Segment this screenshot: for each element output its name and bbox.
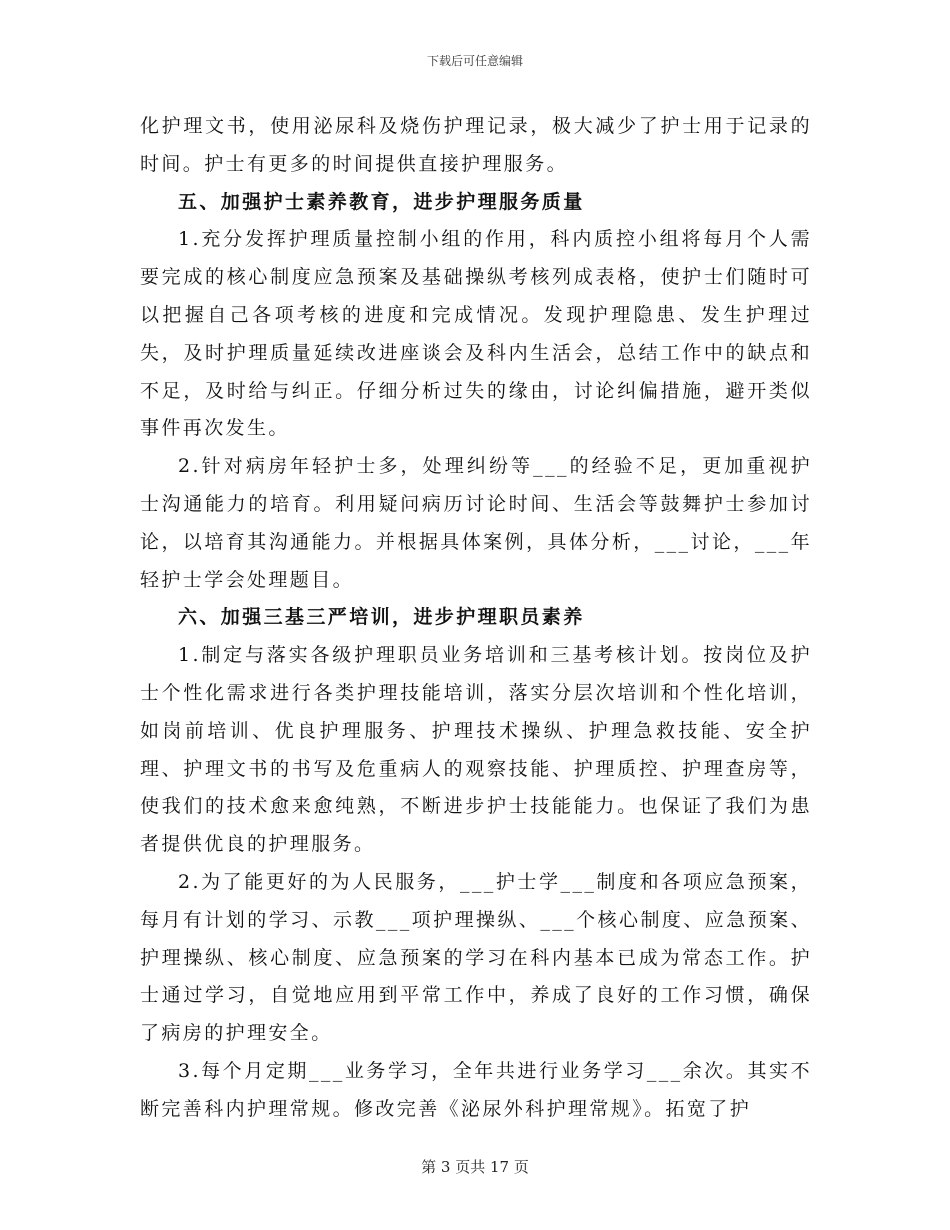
paragraph-5-1: 1.充分发挥护理质量控制小组的作用，科内质控小组将每月个人需要完成的核心制度应急预案及基础操纵考核列成表格，使护士们随时可以把握自己各项考核的进度和完成情况。发现护理隐患、发生护理过失，及时护理质量延续改进座谈会及科内生活会，总结工作中的缺点和不足，及时给与纠正。仔细分析过失的缘由，讨论纠偏措施，避开类似事件再次发生。	[140, 228, 812, 440]
section-heading-5: 五、加强护士素养教育，进步护理服务质量	[178, 190, 585, 213]
page-header: 下载后可任意编辑	[426, 54, 523, 68]
paragraph-6-1: 1.制定与落实各级护理职员业务培训和三基考核计划。按岗位及护士个性化需求进行各类护理技能培训，落实分层次培训和个性化培训，如岗前培训、优良护理服务、护理技术操纵、护理急救技能、安全护理、护理文书的书写及危重病人的观察技能、护理质控、护理查房等，使我们的技术愈来愈纯熟，不断进步护士技能能力。也保证了我们为患者提供优良的护理服务。	[140, 644, 812, 856]
page-number: 第 3 页共 17 页	[421, 1158, 529, 1176]
paragraph-5-2: 2.针对病房年轻护士多，处理纠纷等___的经验不足，更加重视护士沟通能力的培育。利用疑问病历讨论时间、生活会等鼓舞护士参加讨论，以培育其沟通能力。并根据具体案例，具体分析，___讨论，___年轻护士学会处理题目。	[140, 455, 812, 591]
paragraph-continued: 化护理文书，使用泌尿科及烧伤护理记录，极大减少了护士用于记录的时间。护士有更多的时间提供直接护理服务。	[140, 115, 812, 175]
paragraph-6-3: 3.每个月定期___业务学习，全年共进行业务学习___余次。其实不断完善科内护理常规。修改完善《泌尿外科护理常规》。拓宽了护	[140, 1059, 812, 1120]
section-heading-6: 六、加强三基三严培训，进步护理职员素养	[178, 606, 585, 629]
document-body	[140, 108, 812, 1129]
paragraph-6-2: 2.为了能更好的为人民服务，___护士学___制度和各项应急预案，每月有计划的学习、示教___项护理操纵、___个核心制度、应急预案、护理操纵、核心制度、应急预案的学习在科内基本已成为常态工作。护士通过学习，自觉地应用到平常工作中，养成了良好的工作习惯，确保了病房的护理安全。	[140, 870, 812, 1045]
